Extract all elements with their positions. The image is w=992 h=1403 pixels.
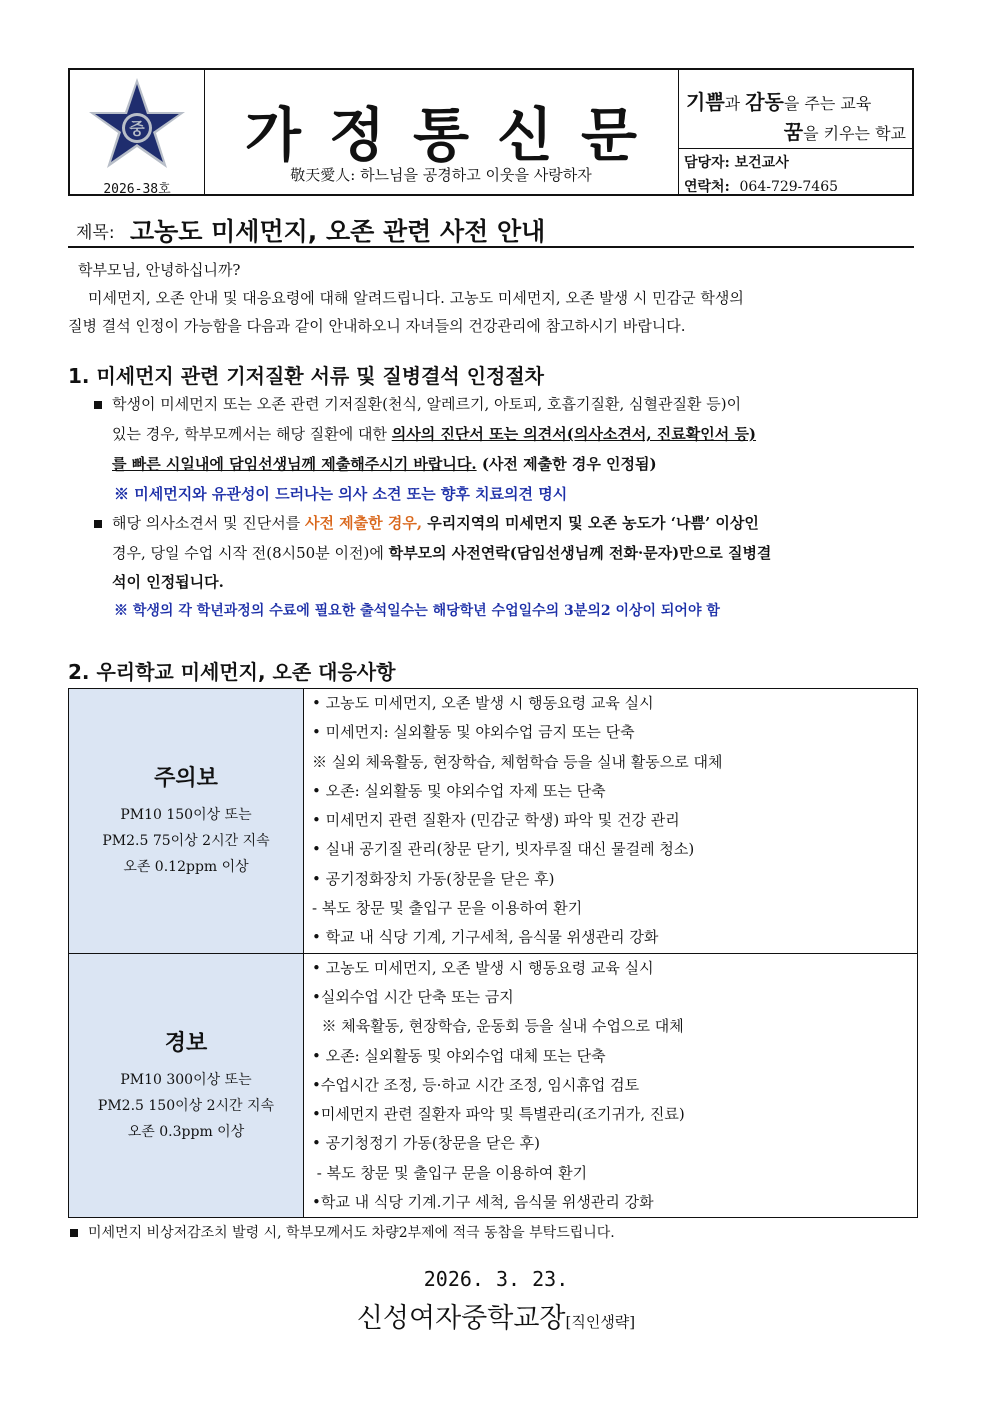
school-motto: 敬天愛人: 하느님을 공경하고 이웃을 사랑하자: [290, 166, 592, 184]
action-item: • 공기청정기 가동(창문을 닫은 후): [312, 1134, 540, 1153]
level-criteria-2: PM2.5 75이상 2시간 지속: [102, 833, 270, 850]
section-2-heading: 2. 우리학교 미세먼지, 오존 대응사항: [68, 660, 396, 684]
issue-number: 2026-38호: [103, 182, 171, 197]
action-item: •미세먼지 관련 질환자 파악 및 특별관리(조기귀가, 진료): [312, 1105, 685, 1124]
actions-cell: [304, 689, 918, 954]
footer-note: 미세먼지 비상저감조치 발령 시, 학부모께서도 차량2부제에 적극 동참을 부탁드립니다.: [70, 1222, 615, 1242]
level-criteria-1: PM10 300이상 또는: [120, 1072, 252, 1088]
action-item: • 고농도 미세먼지, 오존 발생 시 행동요령 교육 실시: [312, 958, 654, 977]
page-title: 가정통신문: [244, 101, 666, 169]
level-name: 경보: [164, 1031, 208, 1056]
action-item: •실외수업 시간 단축 또는 금지: [312, 987, 514, 1006]
action-item: •수업시간 조정, 등·하교 시간 조정, 임시휴업 검토: [312, 1075, 640, 1094]
logo-cell: [70, 70, 205, 197]
subject-text: 고농도 미세먼지, 오존 관련 사전 안내: [130, 217, 546, 246]
intro-line-1: 미세먼지, 오존 안내 및 대응요령에 대해 알려드립니다. 고농도 미세먼지, 오존 발생 시 민감군 학생의: [88, 289, 744, 307]
level-cell: [69, 953, 304, 1218]
s1-note-1: ※ 미세먼지와 유관성이 드러나는 의사 소견 또는 향후 치료의견 명시: [114, 485, 568, 503]
title-cell: [204, 70, 679, 194]
square-bullet-icon: [94, 401, 102, 409]
action-item: • 고농도 미세먼지, 오존 발생 시 행동요령 교육 실시: [312, 694, 654, 712]
square-bullet-icon: [70, 1229, 78, 1237]
square-bullet-icon: [94, 520, 102, 528]
intro-line-2: 질병 결석 인정이 가능함을 다음과 같이 안내하오니 자녀들의 건강관리에 참고하시기 바랍니다.: [68, 317, 686, 335]
s1-bullet-2-line-3: 석이 인정됩니다.: [112, 573, 224, 591]
s1-bullet-1-line-1: 학생이 미세먼지 또는 오존 관련 기저질환(천식, 알레르기, 아토피, 호흡기질환, 심혈관질환 등)이: [94, 390, 741, 419]
slogan-line-2: 꿈을 키우는 학교: [783, 120, 906, 144]
action-item: • 학교 내 식당 기계, 기구세척, 음식물 위생관리 강화: [312, 928, 659, 947]
contact-phone: 연락처: 064-729-7465: [684, 179, 839, 195]
table-row-warning: [69, 953, 918, 1218]
action-item: - 복도 창문 및 출입구 문을 이용하여 환기: [312, 1163, 588, 1182]
slogan-contact-cell: [678, 70, 912, 194]
s1-bullet-2-line-1: 해당 의사소견서 및 진단서를 사전 제출한 경우, 우리지역의 미세먼지 및 오존 농도가 ‘나쁨’ 이상인: [94, 509, 759, 538]
action-item: •학교 내 식당 기계.기구 세척, 음식물 위생관리 강화: [312, 1193, 654, 1212]
level-criteria-2: PM2.5 150이상 2시간 지속: [97, 1098, 275, 1114]
action-item: ※ 실외 체육활동, 현장학습, 체험학습 등을 실내 활동으로 대체: [312, 752, 723, 771]
logo-char: 중: [129, 119, 145, 138]
subject-line: [68, 212, 914, 248]
level-criteria-1: PM10 150이상 또는: [120, 807, 252, 824]
s1-bullet-1-line-2: 있는 경우, 학부모께서는 해당 질환에 대한 의사의 진단서 또는 의견서(의사소견서, 진료확인서 등): [112, 425, 757, 443]
level-cell: [69, 689, 304, 954]
slogan-line-1: 기쁨과 감동을 주는 교육: [686, 90, 872, 114]
table-row-advisory: [69, 689, 918, 954]
s1-bullet-1-line-3: 를 빠른 시일내에 담임선생님께 제출해주시기 바랍니다. (사전 제출한 경우 인정됨): [112, 455, 657, 473]
action-item: • 오존: 실외활동 및 야외수업 자제 또는 단축: [312, 781, 606, 800]
action-item: • 공기정화장치 가동(창문을 닫은 후): [312, 869, 555, 888]
s1-bullet-2-line-2: 경우, 당일 수업 시작 전(8시50분 이전)에 학부모의 사전연락(담임선생님께 전화·문자)만으로 질병결: [112, 544, 772, 562]
principal-signature: 신성여자중학교장[직인생략]: [356, 1303, 636, 1334]
slogan-box: [678, 70, 912, 149]
action-item: ※ 체육활동, 현장학습, 운동회 등을 실내 수업으로 대체: [312, 1017, 684, 1036]
contact-person: 담당자: 보건교사: [684, 155, 789, 171]
issue-date: 2026. 3. 23.: [423, 1267, 569, 1291]
level-criteria-3: 오존 0.12ppm 이상: [123, 859, 249, 876]
section-1-heading: 1. 미세먼지 관련 기저질환 서류 및 질병결석 인정절차: [68, 364, 544, 388]
action-item: • 미세먼지: 실외활동 및 야외수업 금지 또는 단축: [312, 723, 635, 742]
action-item: - 복도 창문 및 출입구 문을 이용하여 환기: [312, 899, 583, 918]
level-name: 주의보: [154, 766, 218, 792]
action-item: • 실내 공기질 관리(창문 닫기, 빗자루질 대신 물걸레 청소): [312, 840, 695, 859]
greeting: 학부모님, 안녕하십니까?: [78, 261, 241, 279]
subject-label: 제목:: [76, 223, 115, 243]
response-table: [68, 688, 918, 1218]
action-item: • 미세먼지 관련 질환자 (민감군 학생) 파악 및 건강 관리: [312, 811, 680, 830]
letterhead: [68, 68, 914, 196]
s1-note-2: ※ 학생의 각 학년과정의 수료에 필요한 출석일수는 해당학년 수업일수의 3분의2 이상이 되어야 함: [114, 603, 720, 619]
actions-cell: [304, 953, 918, 1218]
level-criteria-3: 오존 0.3ppm 이상: [127, 1124, 245, 1140]
action-item: • 오존: 실외활동 및 야외수업 대체 또는 단축: [312, 1046, 606, 1065]
school-star-logo-icon: [82, 74, 192, 174]
